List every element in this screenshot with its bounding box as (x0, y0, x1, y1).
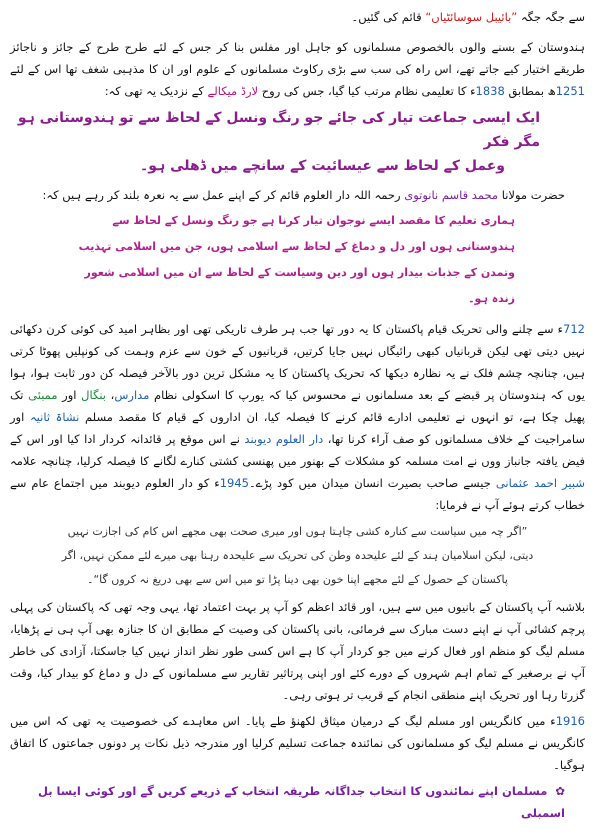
intro-end-text: قائم کی گئیں۔ (351, 10, 426, 24)
year-highlight: 712 (563, 322, 585, 336)
term-highlight: نشاۃ ثانیہ (29, 410, 80, 424)
paragraph-text: اور سامراجیت کے خلاف مسلمانوں کو صف آراء کرنا تھا، (10, 410, 586, 446)
paragraph-nanotvi (10, 184, 585, 206)
paragraph-text: ہندوستان کے بسنے والوں بالخصوص مسلمانوں کو جاہل اور مفلس بنا کر جس کے لئے طرح طرح کے جائز و ناجائز طریقے اختیار کیے جاتے تھے، اس راہ کی سب سے بڑی رکاوٹ مسلمانوں کے علوم اور ان کا مذہبی شغف تھا اس کے لئے (10, 40, 585, 76)
place-highlight: ممبئی (28, 388, 58, 402)
paragraph-text: نے اس موقع پر قائدانہ کردار ادا کیا اور اس کے فیض یافتہ جانباز ووں نے امت مسلمہ کو مشکلات کے بھنور میں پھنسی کشتی کنارے لگانے کا فیصلہ کرلیا، چنانچہ علامہ (10, 432, 585, 468)
paragraph-lucknow-pact (10, 710, 585, 776)
paragraph-education-system (10, 36, 585, 102)
name-highlight: شبیر احمد عثمانی (495, 476, 585, 490)
bible-societies-highlight: ”بائیبل سوسائٹیاں“ (425, 10, 518, 24)
paragraph-text: رحمہ اللہ دار العلوم قائم کر کے اپنے عمل سے یہ نعرہ بلند کر رہے ہیں کہ: (42, 188, 405, 202)
flower-bullet-icon: ✿ (555, 784, 565, 798)
term-highlight: مدارس (114, 388, 150, 402)
quote-nanotvi (10, 208, 585, 312)
intro-text: سے جگہ جگہ (517, 10, 585, 24)
quote-line: دیتی، لیکن اسلامیان ہند کے لئے علیحدہ وطن کی تحریک سے علیحدہ رہنا بھی میرے لئے ممکن نہیں، اگر (61, 549, 534, 562)
paragraph-text: طے پایا۔ اس معاہدے کی خصوصیت یہ تھی کہ اس میں کانگریس نے مسلم لیگ کو مسلمانوں کی نمائندہ جماعت تسلیم کرلیا اور مندرجہ ذیل نکات پر دونوں جماعتوں کا اتفاق ہوگیا۔ (10, 714, 585, 772)
quote-line: پاکستان کے حصول کے لئے مجھے اپنا خون بھی دینا پڑا تو میں اس سے بھی دریغ نہ کروں گا“۔ (87, 573, 508, 586)
paragraph-text: ء میں کانگریس اور مسلم لیگ کے درمیان (345, 714, 556, 728)
quote-macaulay (10, 106, 585, 178)
year-highlight: 1945 (219, 476, 249, 490)
quote-line: وعمل کے لحاظ سے عیسائیت کے سانچے میں ڈھلی ہو۔ (140, 158, 505, 174)
paragraph-text: حضرت مولانا (498, 188, 565, 202)
quote-line: ”اگر چہ میں سیاست سے کنارہ کشی چاہتا ہوں اور میری صحت بھی مجھے اس کام کی اجازت نہیں (67, 525, 528, 538)
quote-line: ہندوستانی ہوں اور دل و دماغ کے لحاظ سے اسلامی ہوں، جن میں اسلامی تہذیب (78, 240, 515, 253)
bullet-text: مسلمان اپنے نمائندوں کا انتخاب جداگانہ طریقہ انتخاب کے ذریعے کریں گے اور کوئی ایسا بل اسمبلی (37, 784, 565, 820)
paragraph-text: ھ بمطابق (504, 84, 556, 98)
name-highlight: لارڈ میکالے (207, 84, 259, 98)
year-highlight: 1251 (555, 84, 585, 98)
quote-line: ایک ایسی جماعت تیار کی جائے جو رنگ ونسل کے لحاظ سے تو ہندوستانی ہو مگر فکر (17, 110, 540, 150)
bullet-point (10, 780, 585, 824)
paragraph-text: ء سے چلنے والی تحریک قیام پاکستان کا یہ دور تھا جب ہر طرف تاریکی تھی اور بظاہر امید کی کوئی کرن دکھائی نہیں دیتی تھی لیکن قربانیاں کبھی رائیگاں نہیں جایا کرتیں، قربانیوں کے خون سے عزم وہمت کی کونپلیں پھوٹا کرتی ہیں، چنانچہ چشم فلک نے یہ نظارہ دیکھا کہ تحریک پاکستان کا یہ مشکل ترین دور بالآخر فیصلہ کن دور ثابت ہوا، ہوا یوں کہ ہندوستان پر قبضے کے بعد مسلمانوں نے محسوس کیا کہ یورپ کا اسکولی نظام (10, 322, 585, 402)
quote-line: ہماری تعلیم کا مقصد ایسے نوجوان تیار کرنا ہے جو رنگ ونسل کے لحاظ سے (112, 214, 515, 227)
year-highlight: 1916 (555, 714, 585, 728)
paragraph-text: ء کو دار العلوم دیوبند میں اجتماع عام سے خطاب کرتے ہوئے آپ نے فرمایا: (10, 476, 585, 512)
place-highlight: بنگال (81, 388, 106, 402)
intro-line (10, 6, 585, 28)
quote-usmani (10, 520, 585, 592)
name-highlight: محمد قاسم نانوتوی (404, 188, 499, 202)
paragraph-text: اور (57, 388, 82, 402)
institution-highlight: دار العلوم دیوبند (244, 432, 324, 446)
paragraph-text: ء کا تعلیمی نظام مرتب کیا گیا، جس کی روح (258, 84, 476, 98)
year-highlight: 1838 (475, 84, 505, 98)
quote-line: زندہ ہو۔ (468, 292, 515, 305)
pact-name: میثاق لکھنؤ (290, 714, 346, 728)
paragraph-text: ، (106, 388, 115, 402)
paragraph-text: جیسے صاحب بصیرت انسان میدان میں کود پڑے۔ (249, 476, 496, 490)
quote-line: وتمدن کے جذبات بیدار ہوں اور دین وسیاست کے لحاظ سے ان میں اسلامی شعور (84, 266, 515, 279)
paragraph-founders: بلاشبہ آپ پاکستان کے بانیوں میں سے ہیں، اور قائد اعظم کو آپ پر بہت اعتماد تھا، یہی وجہ تھی کہ پاکستان کی پہلی پرچم کشائی آپ نے اپنے دست مبارک سے فرمائی، بانی پاکستان کی وصیت کے مطابق ان کا جنازہ بھی آپ ہی نے پڑھایا، مسلم لیگ کو منظم اور فعال کرنے میں جو کردار آپ کا ہے اس کسی طور نظر انداز نہیں کیا جاسکتا، آزادی کی خاطر آپ نے برصغیر کے تمام اہم شہروں کے دورے کئے اور اپنی پرتاثیر تقاریر سے مسلمانوں کے دل و دماغ کو بیدار کیا، وقت گزرتا رہا اور تحریک اپنے منطقی انجام کے قریب تر ہوتی رہی۔ (10, 600, 585, 702)
paragraph-text: کے نزدیک یہ تھی کہ: (104, 84, 208, 98)
paragraph-text: تک پھیل چکا ہے، تو انہوں نے تعلیمی ادارے قائم کرنے کا فیصلہ کیا، ان اداروں کے قیام کا مقصد مسلم (10, 388, 585, 424)
paragraph-movement (10, 318, 585, 516)
